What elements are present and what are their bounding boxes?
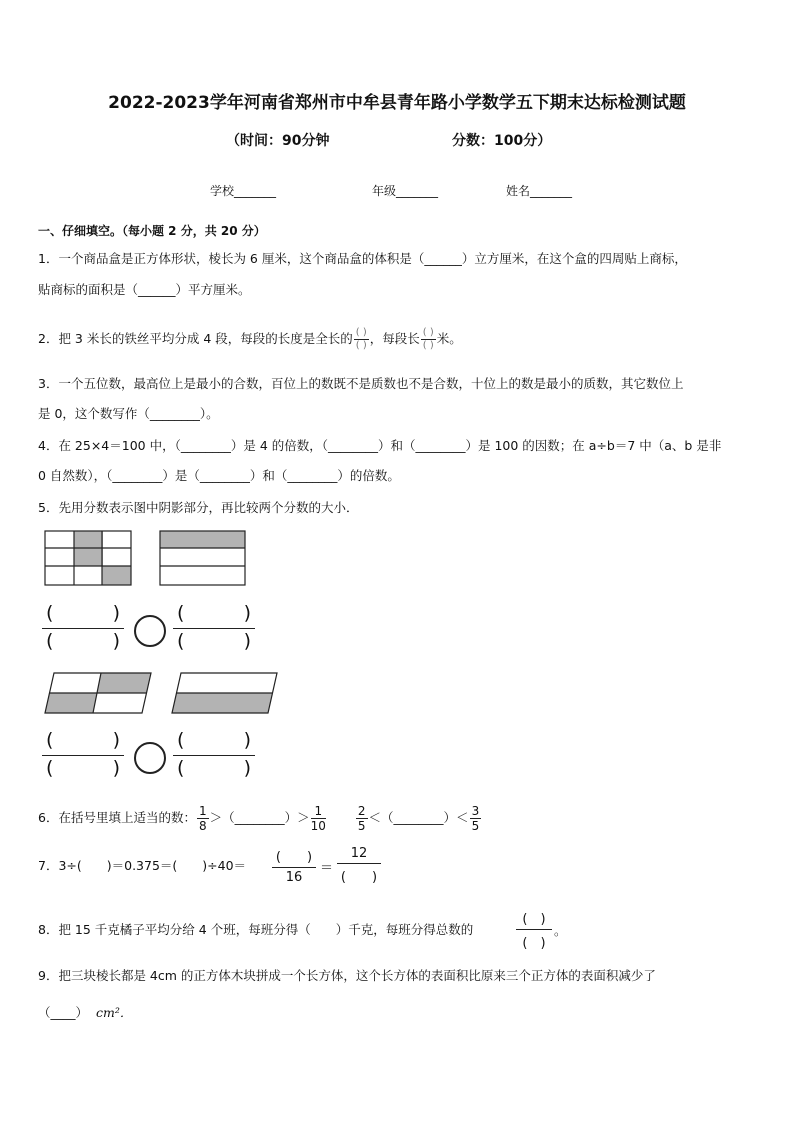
fraction-bar [42,628,124,629]
question-3-line-2: 是 0，这个数写作（________）。 [38,406,219,421]
denominator: 5 [357,819,366,833]
numerator: ( ) [516,908,552,930]
question-6 [38,805,482,832]
equals-sign: ＝ [320,861,334,876]
score-label: 分数：100分） [452,133,552,149]
denominator: 16 [285,870,303,885]
denominator: 8 [198,819,207,833]
denominator: 5 [471,819,480,833]
open-paren: ( [46,602,54,624]
numerator: 1 [198,804,207,818]
unit-label: cm²． [96,1005,133,1020]
denominator: 10 [310,819,326,833]
blank-denominator: ( ) [422,340,434,351]
question-7: 7．3÷( )＝0.375＝( )÷40＝ [38,858,247,873]
close-paren: ) [243,630,251,652]
question-2-text-a: 2．把 3 米长的铁丝平均分成 4 段，每段的长度是全长的 [38,331,353,346]
close-paren: ) [112,630,120,652]
shaded-cell [74,531,103,548]
fraction-bar [173,755,255,756]
numerator: ( ) [272,846,316,868]
question-2-text-c: 米。 [436,331,462,346]
fraction-2-5 [356,805,368,832]
open-paren: ( [46,757,54,779]
compare-circle[interactable] [134,615,166,647]
answer-fraction[interactable] [42,602,124,652]
numerator: 12 [337,846,381,864]
answer-fraction[interactable] [516,908,552,951]
section-title: 一、仔细填空。（每小题 2 分，共 20 分） [38,224,266,238]
question-4-line-1: 4．在 25×4＝100 中，（________）是 4 的倍数，（________）和（________）是 100 的因数；在 a÷b＝7 中（a、b 是非 [38,438,722,453]
open-paren: ( [177,602,185,624]
blank-denominator: ( ) [355,340,367,351]
close-paren: ) [112,757,120,779]
grid-figure [45,531,131,585]
denominator: ( ) [340,870,378,885]
answer-blank[interactable]: （____） [38,1005,89,1020]
fraction-12-blank[interactable] [337,846,381,885]
open-paren: ( [177,630,185,652]
fraction-1-10 [311,805,326,832]
question-8: 8．把 15 千克橘子平均分给 4 个班，每班分得（ ）千克，每班分得总数的 [38,922,474,937]
parallelogram-figure-1 [45,673,151,713]
question-9-line-2 [38,1004,132,1022]
time-label: （时间：90分钟 [226,133,330,149]
question-6-intro: 6．在括号里填上适当的数： [38,810,196,825]
answer-fraction[interactable] [42,729,124,779]
question-5: 5．先用分数表示图中阴影部分，再比较两个分数的大小． [38,500,359,515]
close-paren: ) [112,729,120,751]
close-paren: ) [243,602,251,624]
blank-numerator: ( ) [355,327,367,338]
question-9-line-1: 9．把三块棱长都是 4cm 的正方体木块拼成一个长方体，这个长方体的表面积比原来三个正方体的表面积减少了 [38,968,656,983]
period: 。 [554,923,567,938]
question-2-text-b: ，每段长 [369,331,420,346]
blank-numerator: ( ) [422,327,434,338]
open-paren: ( [46,729,54,751]
school-field[interactable]: 学校_______ [210,184,277,198]
close-paren: ) [243,757,251,779]
open-paren: ( [46,630,54,652]
question-4-line-2: 0 自然数），（________）是（________）和（________）的倍数。 [38,468,400,483]
numerator: 1 [311,805,326,819]
striped-rectangle-figure [160,531,245,585]
fraction-3-5 [470,805,482,832]
shaded-cell [74,548,103,566]
question-6-blank-1[interactable]: ＞（________）＞ [209,810,310,825]
question-1-line-2: 贴商标的面积是（______）平方厘米。 [38,282,251,297]
question-6-blank-2[interactable]: ＜（________）＜ [368,810,469,825]
answer-fraction[interactable] [173,602,255,652]
shaded-cell [102,566,131,585]
fraction-1-8 [197,805,209,832]
parallelogram-figure-2 [172,673,277,713]
question-3-line-1: 3．一个五位数，最高位上是最小的合数，百位上的数既不是质数也不是合数，十位上的数是最小的质数，其它数位上 [38,376,684,391]
grade-field[interactable]: 年级_______ [372,184,439,198]
open-paren: ( [177,729,185,751]
numerator: 2 [357,804,366,818]
fraction-bar [42,755,124,756]
fraction-blank-16[interactable] [272,846,316,885]
numerator: 3 [471,804,480,818]
denominator: ( ) [522,936,546,951]
compare-circle[interactable] [134,742,166,774]
close-paren: ) [243,729,251,751]
name-field[interactable]: 姓名_______ [506,184,573,198]
open-paren: ( [177,757,185,779]
question-1-line-1: 1．一个商品盒是正方体形状，棱长为 6 厘米，这个商品盒的体积是（______）立方厘米，在这个盒的四周贴上商标， [38,251,687,266]
fraction-bar [173,628,255,629]
page-title: 2022-2023学年河南省郑州市中牟县青年路小学数学五下期末达标检测试题 [108,93,686,113]
close-paren: ) [112,602,120,624]
answer-fraction[interactable] [173,729,255,779]
